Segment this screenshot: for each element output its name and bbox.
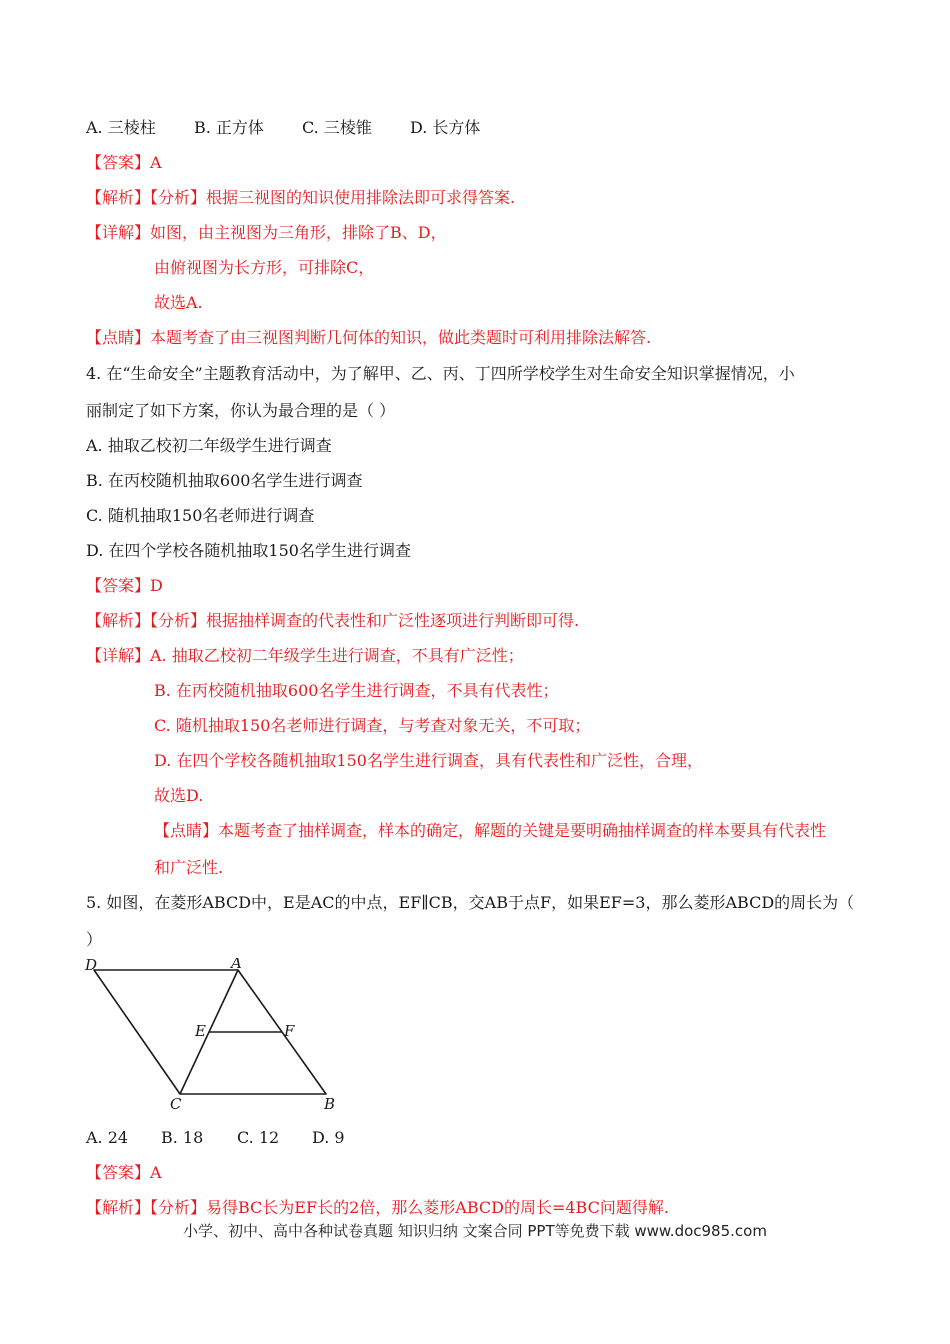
q3-detail-2: 由俯视图为长方形，可排除C， xyxy=(154,258,375,277)
q4-option-a: A. 抽取乙校初二年级学生进行调查 xyxy=(86,436,332,455)
q4-detail-d: D. 在四个学校各随机抽取150名学生进行调查，具有代表性和广泛性，合理， xyxy=(154,751,703,770)
q3-detail-3: 故选A. xyxy=(154,293,203,312)
q4-option-c: C. 随机抽取150名老师进行调查 xyxy=(86,506,315,525)
q4-detail-end: 故选D. xyxy=(154,786,204,805)
label-e: E xyxy=(195,1022,206,1040)
q5-stem-1: 5. 如图，在菱形ABCD中，E是AC的中点，EF∥CB，交AB于点F，如果EF=3，那么菱形ABCD的周长为（ xyxy=(86,893,855,912)
rhombus-figure xyxy=(84,958,344,1114)
q4-stem-1: 4. 在“生命安全”主题教育活动中，为了解甲、乙、丙、丁四所学校学生对生命安全知识掌握情况，小 xyxy=(86,364,795,383)
label-d: D xyxy=(85,958,98,974)
label-a: A xyxy=(231,958,242,972)
q4-option-b: B. 在丙校随机抽取600名学生进行调查 xyxy=(86,471,363,490)
q4-stem-2: 丽制定了如下方案，你认为最合理的是（ ） xyxy=(86,401,396,420)
q5-option-b: B. 18 xyxy=(161,1128,204,1147)
q5-options xyxy=(86,1128,345,1148)
q4-detail-b: B. 在丙校随机抽取600名学生进行调查，不具有代表性； xyxy=(154,681,559,700)
q5-option-a: A. 24 xyxy=(86,1128,129,1147)
label-f: F xyxy=(284,1022,295,1040)
q4-analysis: 【解析】【分析】根据抽样调查的代表性和广泛性逐项进行判断即可得. xyxy=(86,611,580,630)
q4-detail-a: 【详解】A. 抽取乙校初二年级学生进行调查，不具有广泛性； xyxy=(86,646,524,665)
q3-answer: 【答案】A xyxy=(86,153,162,172)
q4-remark-1: 【点睛】本题考查了抽样调查，样本的确定，解题的关键是要明确抽样调查的样本要具有代表性 xyxy=(154,821,827,840)
label-b: B xyxy=(324,1095,336,1113)
q4-detail-c: C. 随机抽取150名老师进行调查，与考查对象无关，不可取； xyxy=(154,716,591,735)
q3-option-b: B. 正方体 xyxy=(194,118,264,137)
q3-option-d: D. 长方体 xyxy=(410,118,481,137)
q5-answer: 【答案】A xyxy=(86,1163,162,1182)
q5-stem-2: ） xyxy=(86,930,103,949)
q3-remark: 【点睛】本题考查了由三视图判断几何体的知识，做此类题时可利用排除法解答. xyxy=(86,328,652,347)
q3-options xyxy=(86,118,480,138)
q4-remark-2: 和广泛性. xyxy=(154,858,224,877)
q3-option-c: C. 三棱锥 xyxy=(302,118,372,137)
q5-option-d: D. 9 xyxy=(312,1128,345,1147)
page-footer: 小学、初中、高中各种试卷真题 知识归纳 文案合同 PPT等免费下载 www.doc985.com xyxy=(183,1222,767,1240)
q5-analysis: 【解析】【分析】易得BC长为EF长的2倍，那么菱形ABCD的周长=4BC问题得解. xyxy=(86,1198,669,1217)
label-c: C xyxy=(170,1095,182,1113)
q4-option-d: D. 在四个学校各随机抽取150名学生进行调查 xyxy=(86,541,411,560)
q3-detail-1: 【详解】如图，由主视图为三角形，排除了B、D， xyxy=(86,223,447,242)
q5-option-c: C. 12 xyxy=(237,1128,280,1147)
q3-analysis: 【解析】【分析】根据三视图的知识使用排除法即可求得答案. xyxy=(86,188,516,207)
q4-answer: 【答案】D xyxy=(86,576,163,595)
q3-option-a: A. 三棱柱 xyxy=(86,118,156,137)
